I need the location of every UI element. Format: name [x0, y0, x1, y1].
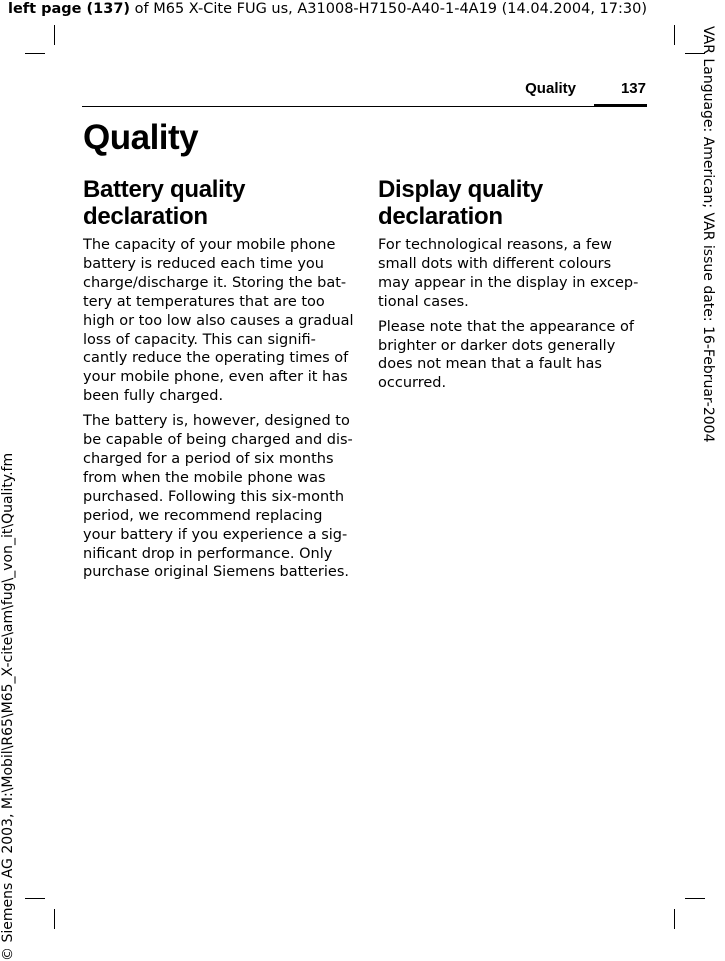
print-document-info: of M65 X-Cite FUG us, A31008-H7150-A40-1-4A19 (14.04.2004, 17:30): [130, 1, 647, 17]
crop-mark: [54, 25, 55, 45]
text-line: occurred.: [378, 375, 447, 392]
page-title: Quality: [83, 118, 199, 157]
text-line: your mobile phone, even after it has: [83, 369, 348, 386]
text-line: be capable of being charged and dis-: [83, 432, 353, 449]
heading-line: Battery quality: [83, 176, 246, 203]
crop-mark: [25, 898, 45, 899]
text-line: purchased. Following this six-month: [83, 488, 345, 505]
text-line: small dots with different colours: [378, 255, 612, 272]
paragraph: [378, 318, 640, 394]
crop-mark: [54, 909, 55, 929]
crop-mark: [674, 909, 675, 929]
heading-line: declaration: [83, 203, 208, 230]
heading-line: declaration: [378, 203, 503, 230]
text-line: cantly reduce the operating times of: [83, 350, 349, 367]
text-line: For technological reasons, a few: [378, 237, 612, 253]
section-heading: [378, 176, 640, 230]
heading-line: Display quality: [378, 176, 543, 203]
text-line: nificant drop in performance. Only: [83, 545, 333, 562]
text-line: The capacity of your mobile phone: [83, 237, 336, 253]
text-line: may appear in the display in excep-: [378, 274, 639, 291]
header-rule-accent: [594, 104, 647, 107]
print-page-label: left page (137): [8, 1, 131, 17]
paragraph: [378, 236, 640, 312]
section-heading: [83, 176, 355, 230]
text-line: tery at temperatures that are too: [83, 293, 325, 310]
text-line: your battery if you experience a sig-: [83, 526, 348, 543]
display-quality-section: [378, 176, 640, 399]
battery-quality-section: [83, 176, 355, 588]
page-number: 137: [620, 80, 646, 97]
file-path-info: © Siemens AG 2003, M:\Mobil\R65\M65_X-cite\am\fug\_von_it\Quality.fm: [0, 452, 16, 961]
text-line: does not mean that a fault has: [378, 356, 602, 373]
text-line: charge/discharge it. Storing the bat-: [83, 274, 347, 291]
text-line: brighter or darker dots generally: [378, 337, 616, 354]
crop-mark: [25, 53, 45, 54]
print-info-line: [8, 1, 708, 18]
text-line: The battery is, however, designed to: [83, 413, 350, 430]
crop-mark: [685, 898, 705, 899]
text-line: been fully charged.: [83, 388, 224, 405]
running-header-title: Quality: [525, 80, 576, 97]
header-rule: [82, 106, 647, 107]
text-line: purchase original Siemens batteries.: [83, 564, 349, 581]
text-line: Please note that the appearance of: [378, 318, 635, 335]
var-language-info: VAR Language: American; VAR issue date: 16-Februar-2004: [700, 26, 716, 443]
paragraph: [83, 236, 355, 406]
text-line: high or too low also causes a gradual: [83, 312, 354, 329]
text-line: charged for a period of six months: [83, 450, 334, 467]
text-line: battery is reduced each time you: [83, 255, 324, 272]
text-line: from when the mobile phone was: [83, 469, 326, 486]
paragraph: [83, 412, 355, 582]
text-line: tional cases.: [378, 293, 469, 310]
text-line: period, we recommend replacing: [83, 507, 323, 524]
text-line: loss of capacity. This can signifi-: [83, 331, 316, 348]
crop-mark: [674, 25, 675, 45]
